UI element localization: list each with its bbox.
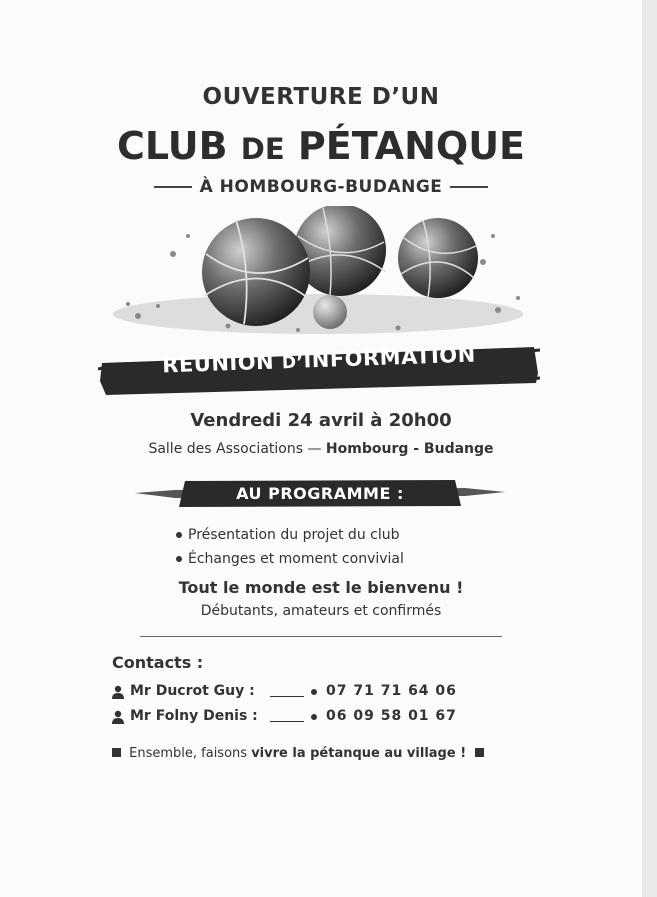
bullet-icon xyxy=(311,714,317,720)
heading-club-title xyxy=(0,124,642,168)
contact-name: Mr Ducrot Guy : xyxy=(130,683,255,699)
program-title: AU PROGRAMME : xyxy=(236,484,404,503)
venue-name: Salle des Associations — xyxy=(148,441,322,457)
person-icon xyxy=(112,710,124,724)
location-text: À HOMBOURG-BUDANGE xyxy=(199,177,443,197)
banner-word-information: INFORMATION xyxy=(303,342,477,373)
welcome-title: Tout le monde est le bienvenu ! xyxy=(178,578,464,597)
club-word: CLUB xyxy=(116,124,228,168)
program-list xyxy=(176,523,404,571)
square-icon xyxy=(112,748,121,757)
footer-emphasis: vivre la pétanque au village ! xyxy=(251,746,467,761)
event-venue xyxy=(0,441,642,457)
divider-right xyxy=(450,186,488,188)
petanque-word: PÉTANQUE xyxy=(297,124,526,168)
contact-underline xyxy=(270,696,304,697)
bullet-icon xyxy=(176,532,182,538)
contact-phone: 07 71 71 64 06 xyxy=(326,683,457,699)
banner-word-d: D’ xyxy=(281,352,304,374)
welcome-subtitle: Débutants, amateurs et confirmés xyxy=(200,603,442,619)
event-date: Vendredi 24 avril à 20h00 xyxy=(190,410,452,431)
de-word: DE xyxy=(240,132,285,166)
divider-left xyxy=(154,186,192,188)
contacts-heading: Contacts : xyxy=(112,653,204,672)
banner-word-reunion: RÉUNION xyxy=(161,349,275,378)
heading-location xyxy=(0,177,642,197)
contact-row xyxy=(112,683,532,703)
contact-underline xyxy=(270,721,304,722)
footer-text: Ensemble, faisons xyxy=(129,746,248,761)
venue-place: Hombourg - Budange xyxy=(325,441,494,457)
contact-row xyxy=(112,708,532,728)
square-icon xyxy=(475,748,484,757)
list-item: Échanges et moment convivial xyxy=(176,547,404,571)
footer-slogan xyxy=(112,746,484,761)
bullet-icon xyxy=(311,689,317,695)
contact-phone: 06 09 58 01 67 xyxy=(326,708,457,724)
scan-edge xyxy=(642,0,657,897)
person-icon xyxy=(112,685,124,699)
section-divider xyxy=(140,636,502,637)
contact-name: Mr Folny Denis : xyxy=(130,708,258,724)
petanque-balls-illustration xyxy=(98,206,538,346)
bullet-icon xyxy=(176,556,182,562)
heading-opening: OUVERTURE D’UN xyxy=(202,84,440,110)
list-item: Présentation du projet du club xyxy=(176,523,404,547)
